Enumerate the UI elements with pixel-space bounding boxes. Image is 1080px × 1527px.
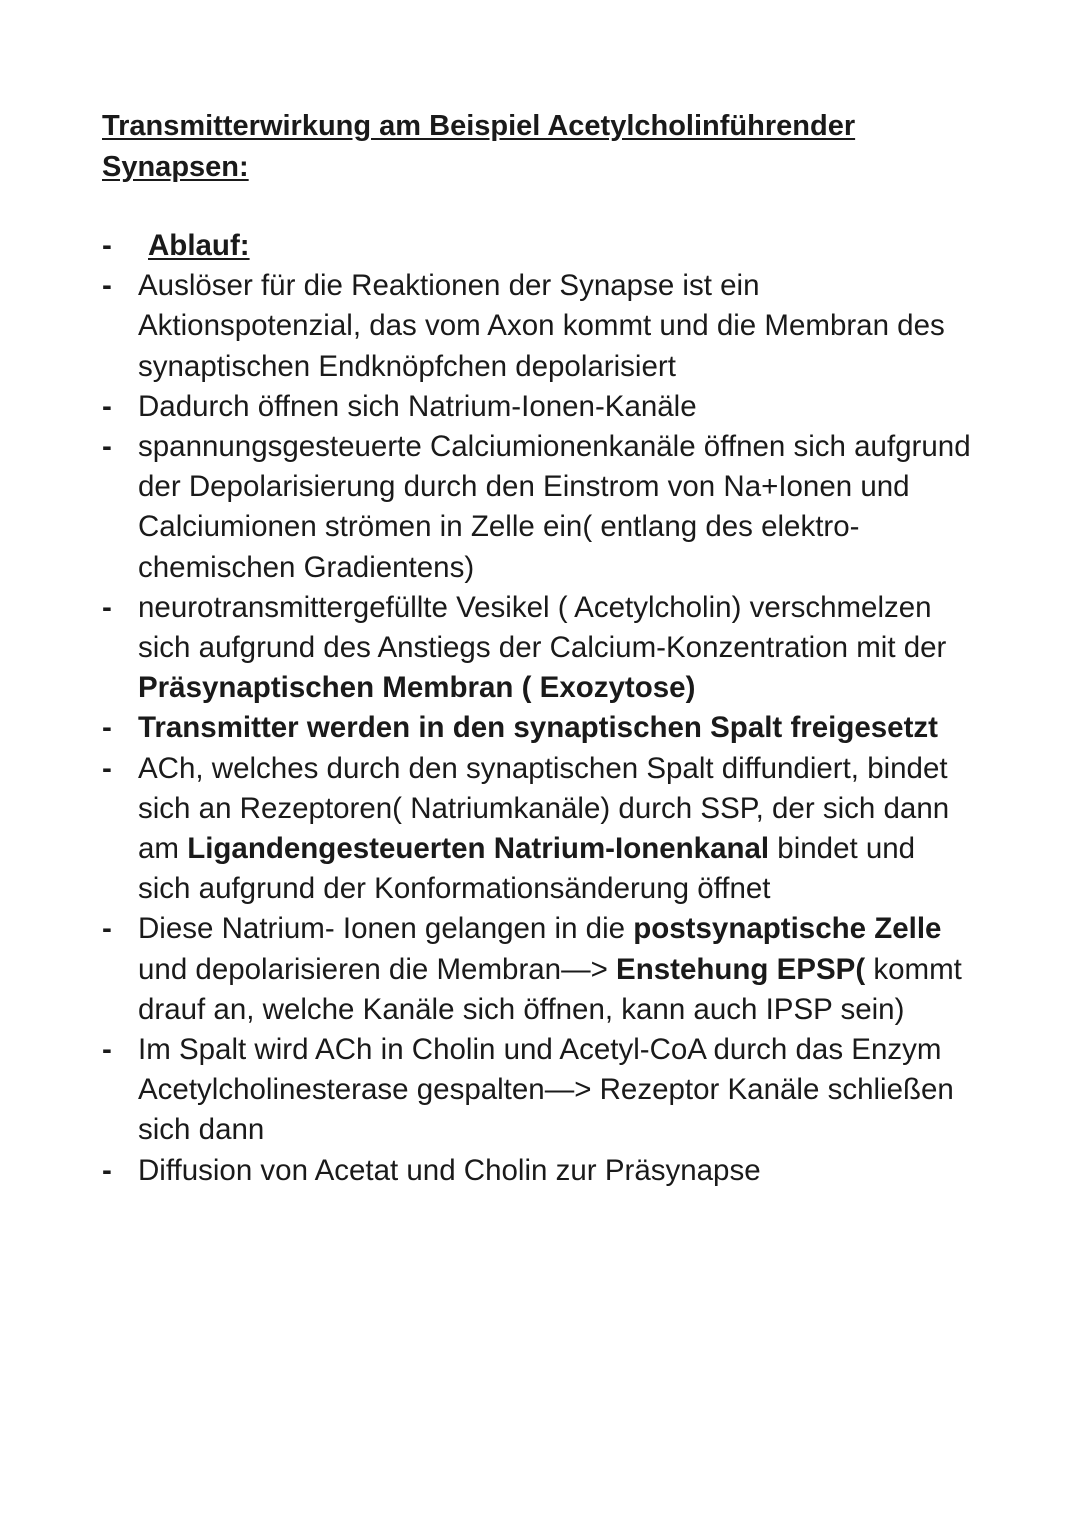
list-item [102, 909, 974, 1030]
bullet-dash: - [102, 751, 112, 785]
list-item-text [138, 1033, 954, 1146]
text-segment: kommt drauf an, welche Kanäle sich öffnen, kann auch IPSP sein) [138, 952, 962, 1026]
bullet-dash: - [102, 229, 112, 262]
list-item-text [138, 752, 949, 906]
text-segment: Diffusion von Acetat und Cholin zur Präsynapse [138, 1153, 761, 1187]
text-segment: bindet und sich aufgrund der Konformationsänderung öffnet [138, 832, 916, 906]
bullet-dash: - [102, 912, 112, 946]
bullet-dash: - [102, 590, 112, 624]
list-item [102, 1151, 974, 1191]
document-title: Transmitterwirkung am Beispiel Acetylcholinführender Synapsen: [102, 110, 856, 183]
text-segment: und depolarisieren die Membran—> [138, 952, 617, 986]
list-item-text [138, 1154, 761, 1187]
list-item-text [138, 711, 938, 744]
text-segment: spannungsgesteuerte Calciumionenkanäle öffnen sich aufgrund der Depolarisierung durch den Einstrom von Na+Ionen und Calciumionen strömen in Zelle ein( entlang des elektro-chemischen Gradientens) [138, 430, 971, 584]
bold-term: postsynaptische Zelle [633, 912, 942, 946]
bold-term: Transmitter werden in den synaptischen Spalt freigesetzt [138, 711, 938, 745]
bullet-dash: - [102, 430, 112, 464]
section-heading-label: Ablauf: [148, 229, 250, 262]
bullet-dash: - [102, 1153, 112, 1187]
text-segment: Auslöser für die Reaktionen der Synapse ist ein Aktionspotenzial, das vom Axon kommt und die Membran des synaptischen Endknöpfchen depolarisiert [138, 269, 945, 383]
bullet-list [102, 226, 1002, 1191]
list-item [102, 266, 974, 387]
document-page [102, 106, 1002, 1191]
bullet-dash: - [102, 389, 112, 423]
text-segment: ACh, welches durch den synaptischen Spalt diffundiert, bindet sich an Rezeptoren( Natriumkanäle) durch SSP, der sich dann am [138, 751, 950, 866]
text-segment: Im Spalt wird ACh in Cholin und Acetyl-CoA durch das Enzym Acetylcholinesterase gespalten—> Rezeptor Kanäle schließen sich dann [138, 1033, 954, 1147]
list-item [102, 1030, 974, 1151]
text-segment: Diese Natrium- Ionen gelangen in die [138, 912, 634, 946]
list-item [102, 708, 974, 748]
bold-term: Enstehung EPSP( [616, 952, 866, 986]
text-segment: neurotransmittergefüllte Vesikel ( Acetylcholin) verschmelzen sich aufgrund des Anstiegs der Calcium-Konzentration mit der [138, 590, 947, 665]
bullet-dash: - [102, 1033, 112, 1067]
list-item-text [138, 430, 971, 584]
list-item [102, 588, 974, 709]
bold-term: Ligandengesteuerten Natrium-Ionenkanal [187, 832, 770, 866]
bullet-dash: - [102, 711, 112, 745]
list-item-text [138, 269, 945, 382]
list-item [102, 387, 974, 427]
bullet-dash: - [102, 269, 112, 303]
bold-term: Präsynaptischen Membran ( Exozytose) [138, 671, 696, 705]
list-item-text [138, 591, 946, 704]
list-item [102, 749, 974, 910]
text-segment: Dadurch öffnen sich Natrium-Ionen-Kanäle [138, 389, 697, 423]
section-heading [102, 226, 974, 266]
list-item-text [138, 390, 697, 423]
list-item [102, 427, 974, 588]
list-item-text [138, 912, 962, 1025]
